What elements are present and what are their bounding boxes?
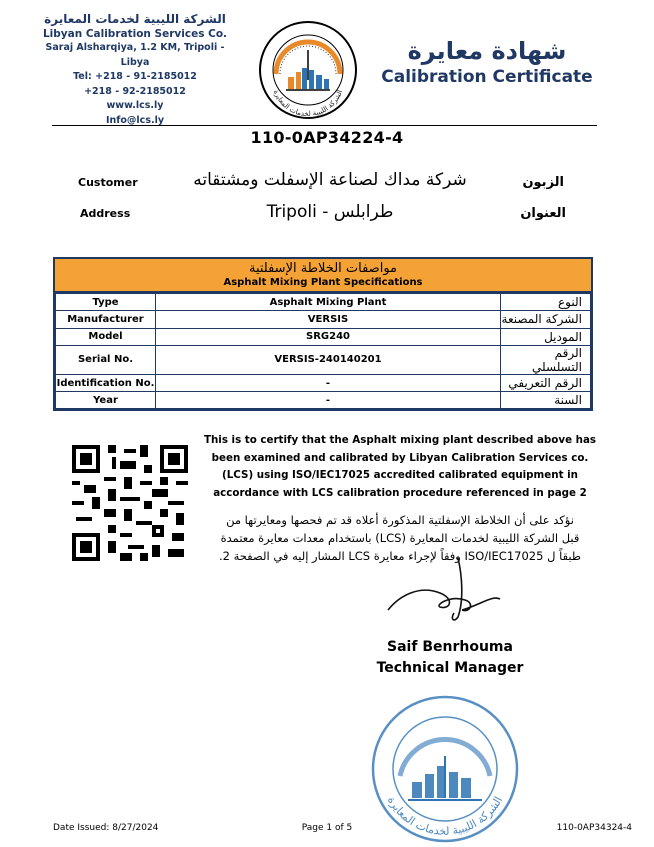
company-name-en: Libyan Calibration Services Co. xyxy=(42,27,228,40)
specifications-rows xyxy=(55,293,591,409)
spec-label-en: Year xyxy=(56,392,156,409)
table-row xyxy=(56,345,591,374)
statement-ar-line-2: قبل الشركة الليبية لخدمات المعايرة (LCS) باستخدام معدات معايرة معتمدة xyxy=(220,531,580,545)
spec-label-ar: الرقم التسلسلي xyxy=(501,345,591,374)
certificate-title xyxy=(380,36,594,88)
spec-label-ar: الرقم التعريفي xyxy=(501,374,591,391)
header-divider xyxy=(52,125,597,126)
address-value: Tripoli - طرابلس xyxy=(266,202,394,222)
customer-value: شركة مداك لصناعة الإسفلت ومشتقاته xyxy=(193,170,467,190)
spec-value: SRG240 xyxy=(156,328,501,345)
company-tel-2: +218 - 92-2185012 xyxy=(84,85,186,97)
table-row xyxy=(56,294,591,311)
spec-value: - xyxy=(156,374,501,391)
spec-label-ar: النوع xyxy=(501,294,591,311)
statement-ar-line-1: نؤكد على أن الخلاطة الإسفلتية المذكورة أعلاه قد تم فحصها ومعايرتها من xyxy=(226,513,574,527)
spec-label-en: Type xyxy=(56,294,156,311)
spec-label-ar: الموديل xyxy=(501,328,591,345)
specifications-header xyxy=(55,259,591,293)
spec-value: VERSIS-240140201 xyxy=(156,345,501,374)
certification-statement-en: This is to certify that the Asphalt mixing plant described above has been examined and calibrated by Libyan Calibration Services co. (LCS) using ISO/IEC17025 accredited calibrated equipment in accordance with LCS calibration procedure referenced in page 2 xyxy=(203,434,597,499)
footer-certificate-number: 110-0AP34324-4 xyxy=(556,823,632,833)
certificate-title-ar: شهادة معايرة xyxy=(407,37,567,65)
statement-ar-line-3: طبقاً ل ISO/IEC17025 وفقاً لإجراء معايرة LCS المشار إليه في الصفحة 2. xyxy=(218,549,582,563)
spec-label-en: Serial No. xyxy=(56,345,156,374)
spec-label-en: Model xyxy=(56,328,156,345)
table-row xyxy=(56,374,591,391)
company-logo xyxy=(258,20,358,120)
company-name-ar: الشركة الليبية لخدمات المعايرة xyxy=(44,12,226,26)
customer-label-ar: الزبون xyxy=(522,175,564,190)
company-seal xyxy=(370,694,520,844)
footer-date-issued: Date Issued: 8/27/2024 xyxy=(53,823,159,833)
signatory-title: Technical Manager xyxy=(376,660,524,676)
logo-text: الشركة الليبية لخدمات المعايرة xyxy=(271,88,345,119)
table-row xyxy=(56,328,591,345)
specifications-title-en: Asphalt Mixing Plant Specifications xyxy=(223,277,423,288)
specifications-title-ar: مواصفات الخلاطة الإسفلتية xyxy=(248,261,398,276)
certificate-number: 110-0AP34224-4 xyxy=(250,128,404,147)
address-label-en: Address xyxy=(80,207,131,220)
address-label-ar: العنوان xyxy=(520,206,566,221)
company-tel-1: Tel: +218 - 91-2185012 xyxy=(73,71,197,82)
table-row xyxy=(56,311,591,328)
certificate-title-en: Calibration Certificate xyxy=(381,67,593,87)
footer-page-number: Page 1 of 5 xyxy=(301,823,353,833)
table-row xyxy=(56,392,591,409)
spec-label-en: Identification No. xyxy=(56,374,156,391)
company-info xyxy=(40,12,230,128)
spec-value: Asphalt Mixing Plant xyxy=(156,294,501,311)
signature xyxy=(380,555,530,625)
spec-value: VERSIS xyxy=(156,311,501,328)
qr-code[interactable] xyxy=(72,445,188,561)
company-website[interactable]: www.lcs.ly xyxy=(106,100,164,111)
spec-label-ar: الشركة المصنعة xyxy=(501,311,591,328)
specifications-table xyxy=(53,257,593,411)
company-email[interactable]: Info@lcs.ly xyxy=(105,114,165,126)
spec-value: - xyxy=(156,392,501,409)
company-address: Saraj Alsharqiya, 1.2 KM, Tripoli -Libya xyxy=(45,42,225,68)
signatory xyxy=(340,637,560,679)
spec-label-en: Manufacturer xyxy=(56,311,156,328)
signatory-name: Saif Benrhouma xyxy=(387,639,513,655)
seal-text: الشركة الليبية لخدمات المعايرة xyxy=(384,794,506,838)
customer-label-en: Customer xyxy=(78,176,138,189)
spec-label-ar: السنة xyxy=(501,392,591,409)
